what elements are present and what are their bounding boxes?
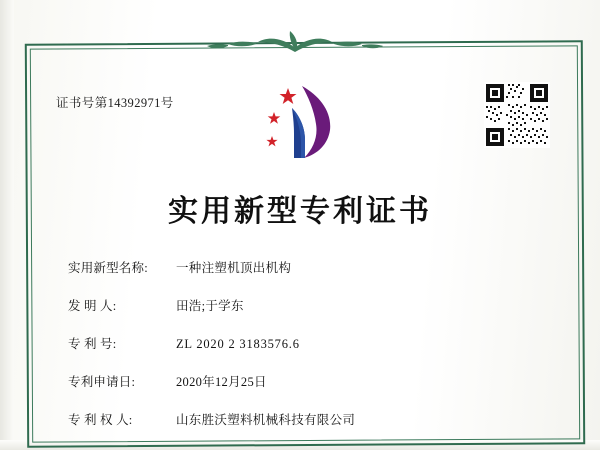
field-value-patent-number: ZL 2020 2 3183576.6 xyxy=(176,337,300,351)
field-row xyxy=(68,334,538,352)
field-row xyxy=(68,372,538,390)
field-row xyxy=(68,296,538,314)
field-value-application-date: 2020年12月25日 xyxy=(176,375,267,389)
field-value-patentee: 山东胜沃塑料机械科技有限公司 xyxy=(176,413,356,427)
field-value-inventor: 田浩;于学东 xyxy=(176,299,244,313)
patent-office-logo-icon xyxy=(258,78,342,164)
page-title: 实用新型专利证书 xyxy=(168,195,432,228)
field-label-inventor: 发 明 人: xyxy=(68,299,117,313)
field-label-patentee: 专 利 权 人: xyxy=(68,413,133,427)
qr-code-icon xyxy=(484,82,550,148)
field-row xyxy=(68,410,538,428)
field-row xyxy=(68,258,538,276)
certificate-fields xyxy=(68,258,538,448)
field-label-utility-model-name: 实用新型名称: xyxy=(68,261,148,275)
certificate-number: 证书号第14392971号 xyxy=(56,96,174,110)
field-label-application-date: 专利申请日: xyxy=(68,375,136,389)
field-value-utility-model-name: 一种注塑机顶出机构 xyxy=(176,261,292,275)
leaf-ornament-icon xyxy=(190,30,400,56)
field-label-patent-number: 专 利 号: xyxy=(68,337,117,351)
